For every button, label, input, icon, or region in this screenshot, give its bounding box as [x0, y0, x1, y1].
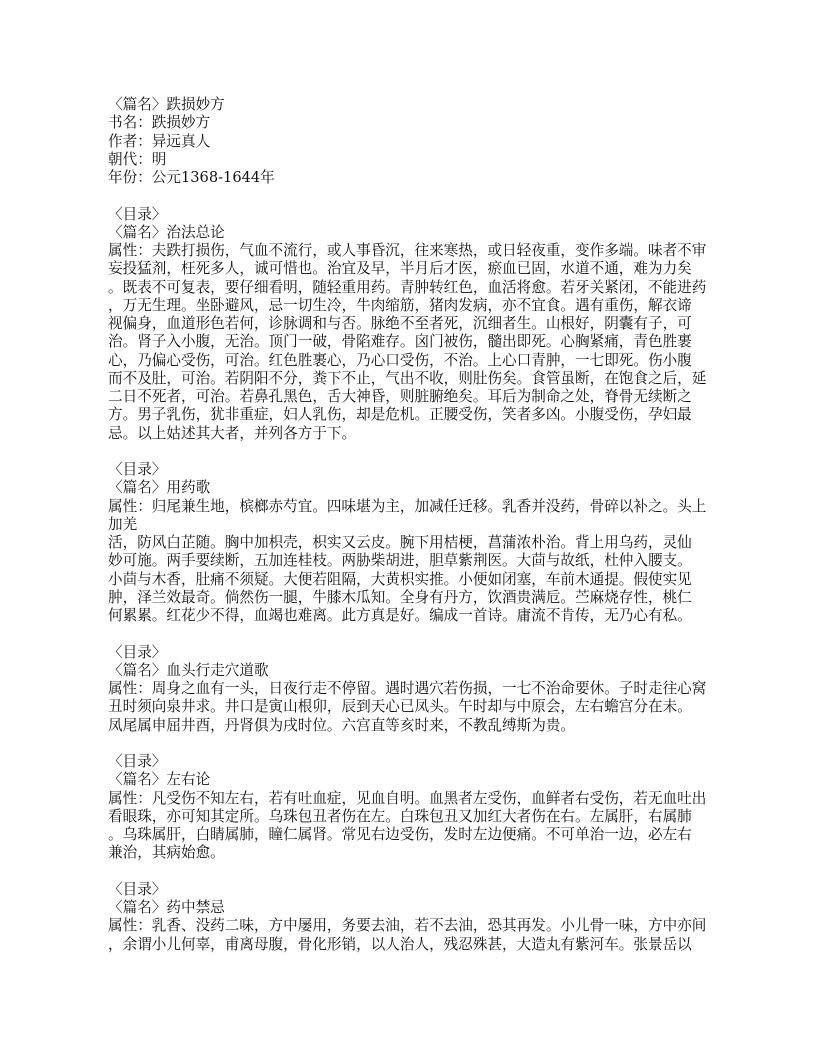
- section-body-line: 看眼珠，亦可知其定所。乌珠包丑者伤在左。白珠包丑又加红大者伤在右。左属肝，右属肺: [108, 807, 692, 825]
- book-name-line: 书名：跌损妙方: [108, 114, 211, 132]
- blank-line: [108, 735, 728, 753]
- section-body-line: 妙可施。两手要续断，五加连桂枝。两胁柴胡进，胆草紫荆医。大茴与故纸，杜仲入腰支。: [108, 552, 692, 570]
- section-body-line: 妄投猛剂，枉死多人，诚可惜也。治宜及早，半月后才医，瘀血已固，水道不通，难为力矣: [108, 260, 692, 278]
- toc-marker: 〈目录〉: [108, 205, 167, 223]
- years-line: 年份：公元1368-1644年: [108, 169, 275, 186]
- blank-line: [108, 187, 728, 205]
- section-body-line: 加羌: [108, 515, 138, 533]
- section-body-line: 而不及肚，可治。若阴阳不分，粪下不止，气出不收，则肚伤矣。食管虽断，在饱食之后，延: [108, 369, 707, 387]
- toc-marker: 〈目录〉: [108, 643, 167, 661]
- section-body-line: 活，防风白芷随。胸中加枳壳，枳实又云皮。腕下用桔梗，菖蒲浓朴治。背上用乌药，灵仙: [108, 534, 692, 551]
- section-body-line: 视偏身，血道形色若何，诊脉调和与否。脉绝不至者死，沉细者生。山根好，阴囊有子，可: [108, 315, 692, 332]
- section-body-line: 何累累。红花少不得，血竭也难离。此方真是好。编成一首诗。庸流不肯传，无乃心有私。: [108, 607, 692, 624]
- toc-marker: 〈目录〉: [108, 880, 167, 898]
- section-body-line: 属性：归尾兼生地，槟榔赤芍宜。四味堪为主，加减任迁移。乳香并没药，骨碎以补之。头上: [108, 497, 707, 515]
- section-body-line: ，万无生理。坐卧避风，忌一切生冷，牛肉缩筋，猪肉发病，亦不宜食。遇有重伤，解衣谛: [108, 296, 692, 314]
- section-title: 〈篇名〉血头行走穴道歌: [108, 661, 269, 679]
- section-title: 〈篇名〉用药歌: [108, 479, 211, 497]
- toc-marker: 〈目录〉: [108, 461, 167, 478]
- document-section: [108, 187, 728, 443]
- section-title: 〈篇名〉左右论: [108, 771, 211, 789]
- section-body-line: 。乌珠属肝，白睛属肺，瞳仁属肾。常见右边受伤，发时左边便痛。不可单治一边，必左右: [108, 826, 692, 843]
- section-body-line: 属性：乳香、没药二味，方中屡用，务要去油，若不去油，恐其再发。小儿骨一味，方中亦间: [108, 917, 707, 935]
- section-body-line: 小茴与木香，肚痛不须疑。大便若阻隔，大黄枳实推。小便如闭塞，车前木通提。假使实见: [108, 570, 692, 588]
- document-title-line: 〈篇名〉跌损妙方: [108, 96, 225, 113]
- sections-container: [108, 187, 728, 954]
- section-body-line: 肿，泽兰效最奇。倘然伤一腿，牛膝木瓜知。全身有丹方，饮酒贵满卮。苎麻烧存性，桃仁: [108, 588, 692, 606]
- toc-marker: 〈目录〉: [108, 753, 167, 770]
- section-body-line: 属性：周身之血有一头，日夜行走不停留。遇时遇穴若伤损，一七不治命要休。子时走往心窝: [108, 680, 707, 697]
- section-body-line: 属性：凡受伤不知左右，若有吐血症，见血自明。血黑者左受伤，血鲜者右受伤，若无血吐出: [108, 789, 707, 807]
- section-title: 〈篇名〉治法总论: [108, 223, 225, 241]
- section-body-line: 属性：夫跌打损伤，气血不流行，或人事昏沉，往来寒热，或日轻夜重，变作多端。味者不审: [108, 242, 707, 259]
- dynasty-line: 朝代：明: [108, 150, 167, 168]
- section-body-line: 忌。以上姑述其大者，并列各方于下。: [108, 424, 357, 442]
- section-body-line: 凤尾属申屈井酉，丹肾俱为戌时位。六宫直等亥时来，不教乱缚斯为贵。: [108, 716, 576, 734]
- section-title: 〈篇名〉药中禁忌: [108, 899, 225, 916]
- section-body-line: 方。男子乳伤，犹非重症，妇人乳伤，却是危机。正腰受伤，笑者多凶。小腹受伤，孕妇最: [108, 406, 692, 424]
- blank-line: [108, 443, 728, 461]
- section-body-line: 兼治，其病始愈。: [108, 844, 225, 862]
- section-body-line: ，余谓小儿何辜，甫离母腹，骨化形销，以人治人，残忍殊甚，大造丸有紫河车。张景岳以: [108, 935, 692, 953]
- document-section: [108, 625, 728, 735]
- section-body-line: 心，乃偏心受伤，可治。红色胜裹心，乃心口受伤，不治。上心口青肿，一七即死。伤小腹: [108, 351, 692, 369]
- document-page: [108, 96, 728, 954]
- blank-line: [108, 625, 728, 643]
- document-section: [108, 735, 728, 863]
- author-line: 作者：异远真人: [108, 132, 211, 150]
- document-section: [108, 443, 728, 626]
- section-body-line: 。既表不可复表，要仔细看明，随轻重用药。青肿转红色，血活将愈。若牙关紧闭，不能进药: [108, 278, 707, 296]
- section-body-line: 治。肾子入小腹，无治。顶门一破，骨陷难存。囟门被伤，髓出即死。心胸紧痛，青色胜裹: [108, 333, 692, 351]
- section-body-line: 丑时须向泉井求。井口是寅山根卯，辰到天心已凤头。午时却与中原会，左右蟾宫分在未。: [108, 698, 692, 716]
- blank-line: [108, 863, 728, 881]
- section-body-line: 二日不死者，可治。若鼻孔黑色，舌大神昏，则脏腑绝矣。耳后为制命之处，脊骨无续断之: [108, 388, 692, 405]
- document-section: [108, 863, 728, 954]
